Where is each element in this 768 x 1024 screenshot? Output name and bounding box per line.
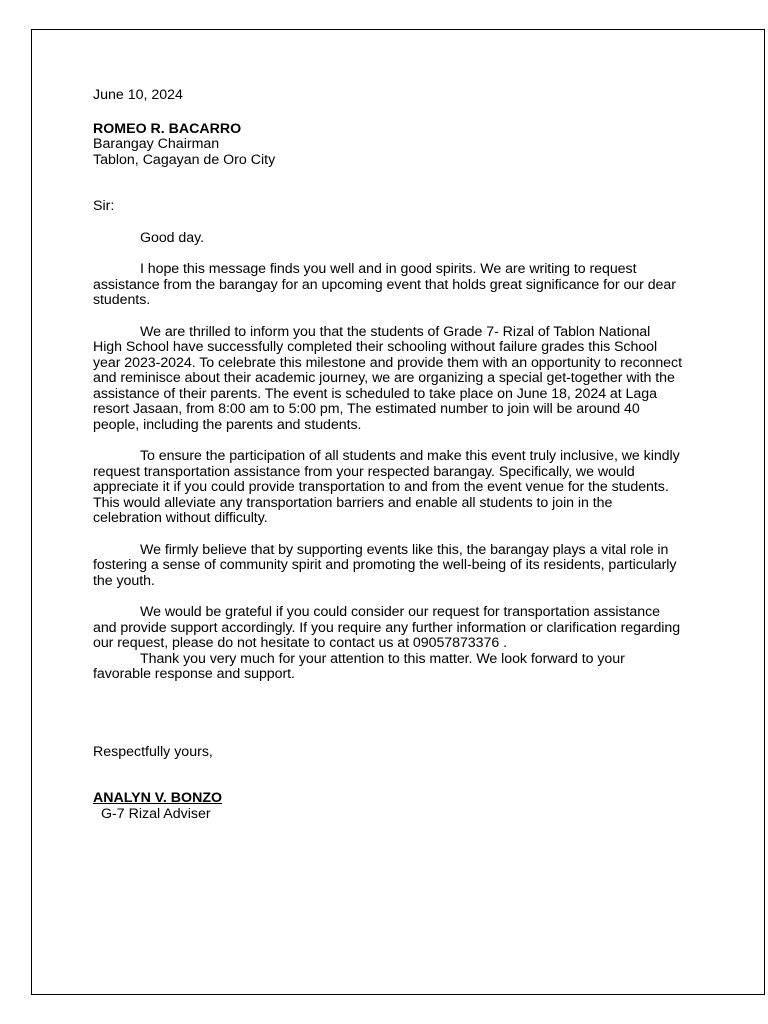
paragraph-event: We are thrilled to inform you that the students of Grade 7- Rizal of Tablon National High School have successfully completed their schooling without failure grades this School year 2023-2024. To celebrate this milestone and provide them with an opportunity to reconnect and reminisce about their academic journey, we are organizing a special get-together with the assistance of their parents. The event is scheduled to take place on June 18, 2024 at Laga resort Jasaan, from 8:00 am to 5:00 pm, The estimated number to join will be around 40 people, including the parents and students. — [93, 323, 682, 433]
salutation: Sir: — [93, 198, 115, 214]
recipient-name: ROMEO R. BACARRO — [93, 120, 242, 137]
recipient-title: Barangay Chairman — [93, 136, 220, 152]
letter-body — [93, 88, 683, 822]
paragraph-intro: I hope this message finds you well and in good spirits. We are writing to request assistance from the barangay for an upcoming event that holds great significance for our dear students. — [93, 261, 676, 308]
paragraph-request: To ensure the participation of all students and make this event truly inclusive, we kindly request transportation assistance from your respected barangay. Specifically, we would appreciate it if you could provide transportation to and from the event venue for the students. This would alleviate any transportation barriers and enable all students to join in the celebration without difficulty. — [93, 448, 680, 526]
letter-date: June 10, 2024 — [93, 87, 183, 103]
recipient-address: Tablon, Cagayan de Oro City — [93, 151, 276, 168]
paragraph-gratitude: We would be grateful if you could consider our request for transportation assistance and provide support accordingly. If you require any further information or clarification regarding our request, please do not hesitate to contact us at 09057873376 . — [93, 604, 681, 651]
signatory-title: G-7 Rizal Adviser — [101, 805, 211, 822]
closing: Respectfully yours, — [93, 743, 213, 760]
signatory-name: ANALYN V. BONZO — [93, 790, 223, 806]
greeting: Good day. — [140, 229, 204, 246]
paragraph-thanks: Thank you very much for your attention to this matter. We look forward to your favorable response and support. — [93, 650, 625, 682]
paragraph-belief: We firmly believe that by supporting events like this, the barangay plays a vital role in fostering a sense of community spirit and promoting the well-being of its residents, particularly the youth. — [93, 541, 677, 589]
